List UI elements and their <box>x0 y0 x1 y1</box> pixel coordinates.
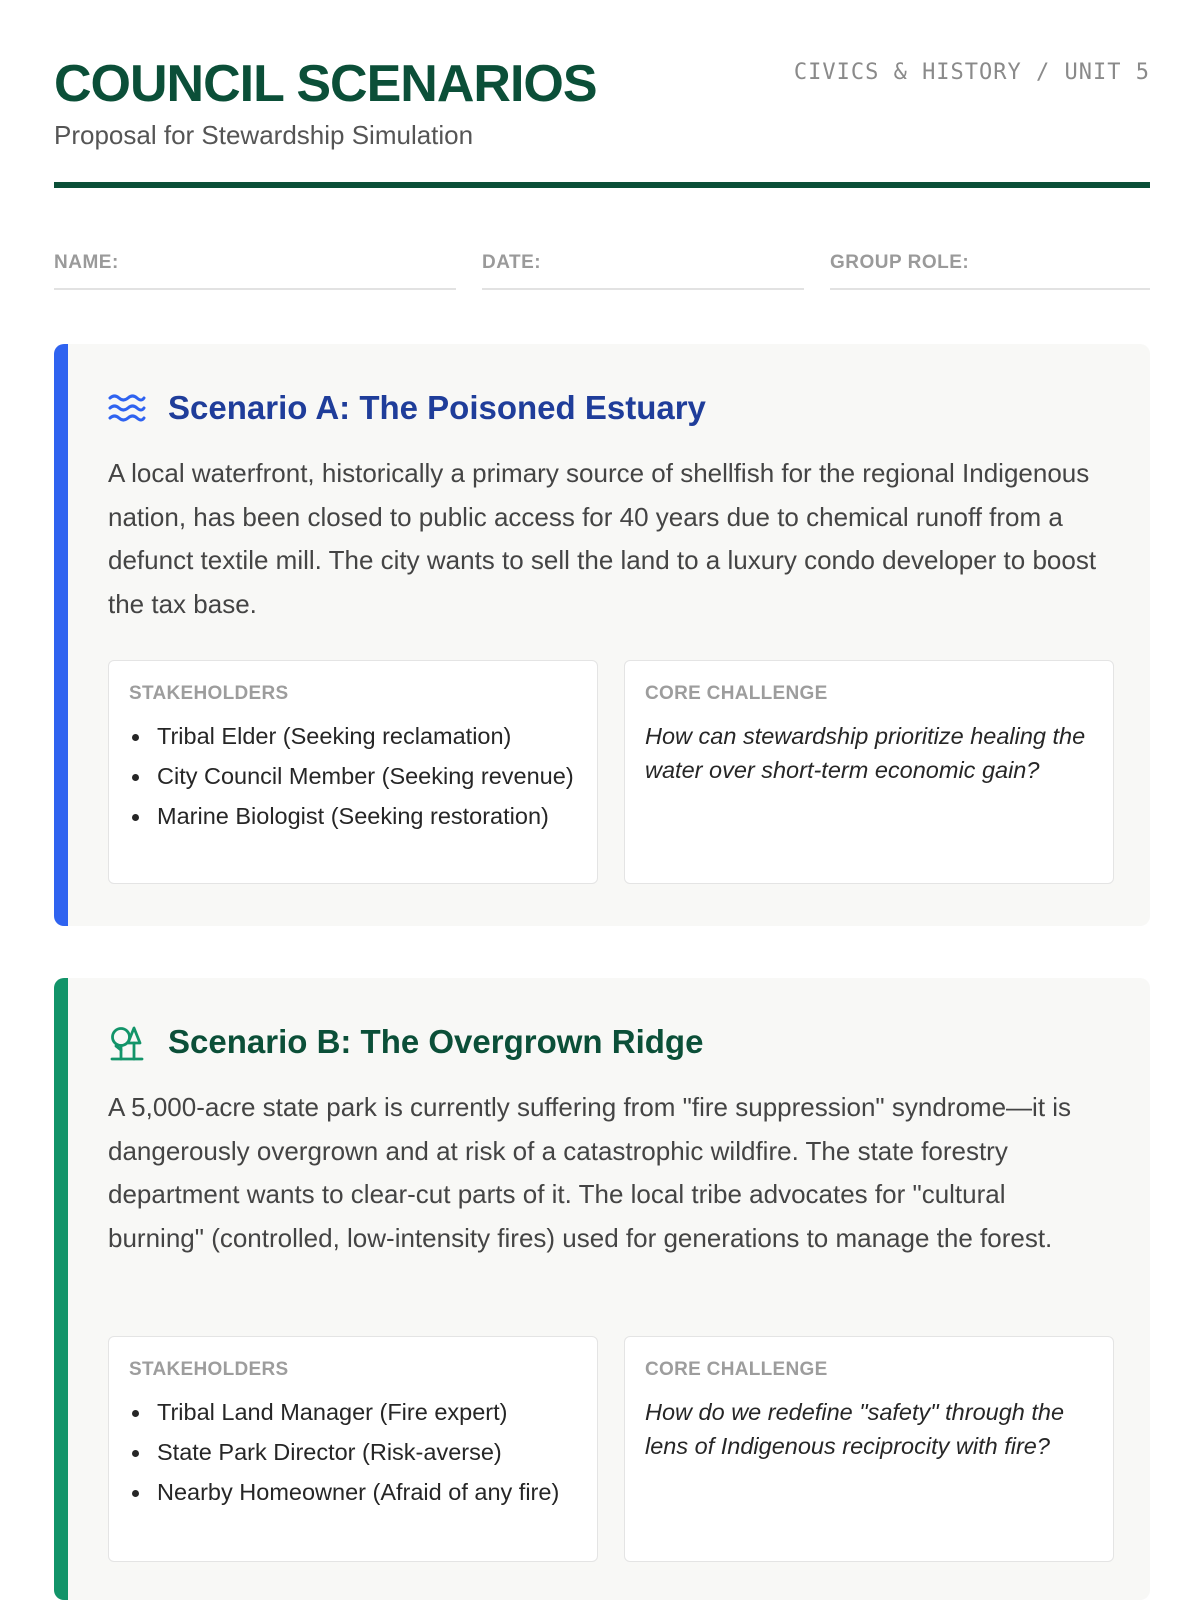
stakeholder-item: State Park Director (Risk-averse) <box>129 1435 577 1469</box>
core-challenge-text: How do we redefine "safety" through the lens of Indigenous reciprocity with fire? <box>645 1399 1065 1459</box>
core-challenge-label: CORE CHALLENGE <box>645 1359 828 1380</box>
page-title: COUNCIL SCENARIOS <box>54 55 597 113</box>
stakeholder-item: Tribal Elder (Seeking reclamation) <box>129 719 577 753</box>
name-field-label: NAME: <box>54 252 119 273</box>
page-subtitle: Proposal for Stewardship Simulation <box>54 120 474 150</box>
scenario-b-header <box>108 1022 703 1062</box>
core-challenge-label: CORE CHALLENGE <box>645 683 828 704</box>
scenario-a-header <box>108 388 706 428</box>
date-field[interactable] <box>482 252 804 290</box>
core-challenge-text: How can stewardship prioritize healing the water over short-term economic gain? <box>645 723 1086 783</box>
group-role-field[interactable] <box>830 252 1150 290</box>
date-field-label: DATE: <box>482 252 542 273</box>
stakeholders-list <box>129 719 577 833</box>
stakeholder-item: Tribal Land Manager (Fire expert) <box>129 1395 577 1429</box>
scenario-a-challenge-box <box>624 660 1114 884</box>
stakeholder-item: Nearby Homeowner (Afraid of any fire) <box>129 1475 577 1509</box>
scenario-a-stakeholders-box <box>108 660 598 884</box>
trees-icon <box>108 1023 146 1061</box>
scenario-a-description: A local waterfront, historically a primary source of shellfish for the regional Indigenous nation, has been closed to public access for 40 years due to chemical runoff from a defunct textile mill. The city wants to sell the land to a luxury condo developer to boost the tax base. <box>108 458 1097 619</box>
name-field[interactable] <box>54 252 456 290</box>
scenario-b-accent-bar <box>54 978 68 1600</box>
page-header <box>54 54 1150 152</box>
header-divider <box>54 182 1150 188</box>
scenario-a-accent-bar <box>54 344 68 926</box>
stakeholders-list <box>129 1395 577 1509</box>
scenario-b-challenge-box <box>624 1336 1114 1562</box>
waves-icon <box>108 389 146 427</box>
scenario-card-a <box>54 344 1150 926</box>
group-role-field-label: GROUP ROLE: <box>830 252 970 273</box>
scenario-card-b <box>54 978 1150 1600</box>
stakeholder-item: Marine Biologist (Seeking restoration) <box>129 799 577 833</box>
student-info-fields <box>54 252 1150 292</box>
stakeholders-label: STAKEHOLDERS <box>129 1359 289 1380</box>
scenario-b-title: Scenario B: The Overgrown Ridge <box>168 1023 704 1060</box>
course-tag: CIVICS & HISTORY / UNIT 5 <box>793 60 1150 85</box>
scenario-a-title: Scenario A: The Poisoned Estuary <box>168 389 706 426</box>
scenario-b-description: A 5,000-acre state park is currently suffering from "fire suppression" syndrome—it is dangerously overgrown and at risk of a catastrophic wildfire. The state forestry department wants to clear-cut parts of it. The local tribe advocates for "cultural burning" (controlled, low-intensity fires) used for generations to manage the forest. <box>108 1092 1072 1253</box>
stakeholder-item: City Council Member (Seeking revenue) <box>129 759 577 793</box>
stakeholders-label: STAKEHOLDERS <box>129 683 289 704</box>
scenario-b-stakeholders-box <box>108 1336 598 1562</box>
